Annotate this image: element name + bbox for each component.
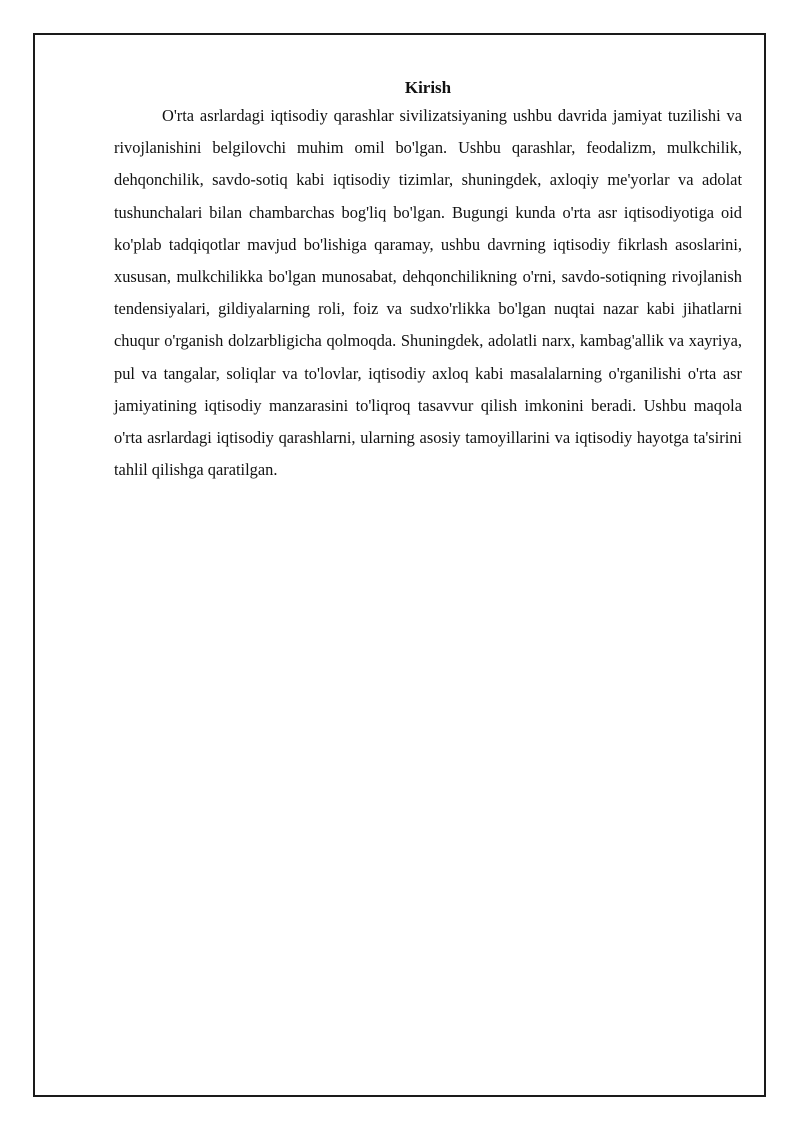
intro-paragraph: O'rta asrlardagi iqtisodiy qarashlar sivilizatsiyaning ushbu davrida jamiyat tuzilishi va rivojlanishini belgilovchi muhim omil bo'lgan. Ushbu qarashlar, feodalizm, mulkchilik, dehqonchilik, savdo-sotiq kabi iqtisodiy tizimlar, shuningdek, axloqiy me'yorlar va adolat tushunchalari bilan chambarchas bog'liq bo'lgan. Bugungi kunda o'rta asr iqtisodiyotiga oid ko'plab tadqiqotlar mavjud bo'lishiga qaramay, ushbu davrning iqtisodiy fikrlash asoslarini, xususan, mulkchilikka bo'lgan munosabat, dehqonchilikning o'rni, savdo-sotiqning rivojlanish tendensiyalari, gildiyalarning roli, foiz va sudxo'rlikka bo'lgan nuqtai nazar kabi jihatlarni chuqur o'rganish dolzarbligicha qolmoqda. Shuningdek, adolatli narx, kambag'allik va xayriya, pul va tangalar, soliqlar va to'lovlar, iqtisodiy axloq kabi masalalarning o'rganilishi o'rta asr jamiyatining iqtisodiy manzarasini to'liqroq tasavvur qilish imkonini beradi. Ushbu maqola o'rta asrlardagi iqtisodiy qarashlarni, ularning asosiy tamoyillarini va iqtisodiy hayotga ta'sirini tahlil qilishga qaratilgan. — [114, 106, 742, 480]
document-title: Kirish — [404, 78, 452, 97]
document-content — [114, 76, 742, 486]
